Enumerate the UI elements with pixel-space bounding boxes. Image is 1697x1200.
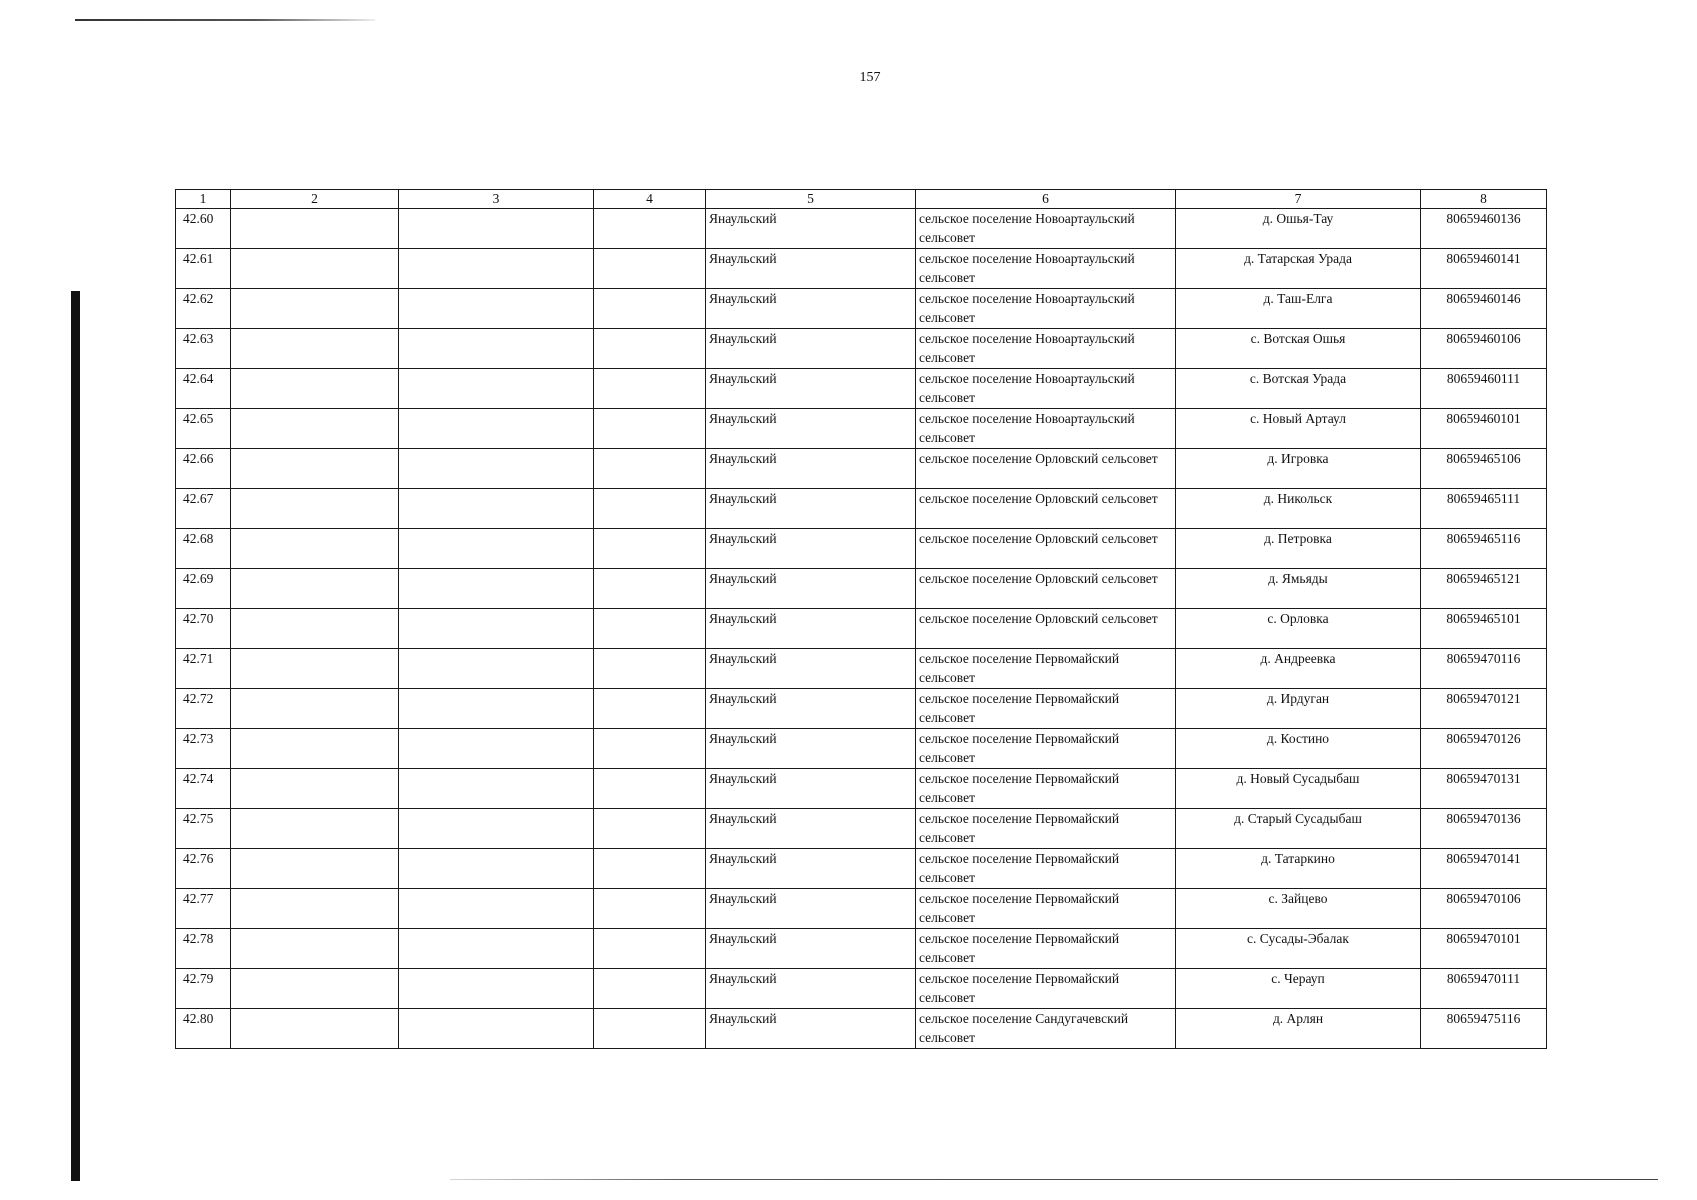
oktmo-code-cell: 80659470111 <box>1421 969 1547 1009</box>
row-number: 42.60 <box>176 209 231 249</box>
oktmo-code-cell: 80659460106 <box>1421 329 1547 369</box>
oktmo-code-cell: 80659470116 <box>1421 649 1547 689</box>
oktmo-code-cell: 80659470136 <box>1421 809 1547 849</box>
table-row <box>176 289 1547 329</box>
district-cell: Янаульский <box>706 529 916 569</box>
col-4-cell <box>594 849 706 889</box>
settlement-cell: д. Новый Сусадыбаш <box>1176 769 1421 809</box>
table-row <box>176 649 1547 689</box>
municipality-cell: сельское поселение Новоартаульский сельсовет <box>916 209 1176 249</box>
col-4-cell <box>594 769 706 809</box>
col-4-cell <box>594 449 706 489</box>
district-cell: Янаульский <box>706 609 916 649</box>
col-3-cell <box>399 969 594 1009</box>
col-3-cell <box>399 209 594 249</box>
col-2-cell <box>231 689 399 729</box>
municipality-cell: сельское поселение Первомайский сельсовет <box>916 809 1176 849</box>
col-3-cell <box>399 249 594 289</box>
settlements-table <box>175 189 1547 1049</box>
municipality-cell: сельское поселение Новоартаульский сельсовет <box>916 249 1176 289</box>
district-cell: Янаульский <box>706 649 916 689</box>
col-4-cell <box>594 289 706 329</box>
settlement-cell: д. Игровка <box>1176 449 1421 489</box>
col-2-cell <box>231 649 399 689</box>
col-4-cell <box>594 1009 706 1049</box>
column-header-6: 6 <box>916 190 1176 209</box>
district-cell: Янаульский <box>706 369 916 409</box>
col-3-cell <box>399 889 594 929</box>
table-row <box>176 209 1547 249</box>
district-cell: Янаульский <box>706 889 916 929</box>
column-header-1: 1 <box>176 190 231 209</box>
table-row <box>176 1009 1547 1049</box>
row-number: 42.77 <box>176 889 231 929</box>
district-cell: Янаульский <box>706 249 916 289</box>
municipality-cell: сельское поселение Первомайский сельсовет <box>916 849 1176 889</box>
col-3-cell <box>399 649 594 689</box>
col-2-cell <box>231 609 399 649</box>
col-4-cell <box>594 969 706 1009</box>
municipality-cell: сельское поселение Новоартаульский сельсовет <box>916 289 1176 329</box>
column-header-7: 7 <box>1176 190 1421 209</box>
col-3-cell <box>399 809 594 849</box>
col-4-cell <box>594 489 706 529</box>
col-4-cell <box>594 649 706 689</box>
row-number: 42.71 <box>176 649 231 689</box>
row-number: 42.61 <box>176 249 231 289</box>
row-number: 42.62 <box>176 289 231 329</box>
col-2-cell <box>231 889 399 929</box>
district-cell: Янаульский <box>706 409 916 449</box>
oktmo-code-cell: 80659470101 <box>1421 929 1547 969</box>
municipality-cell: сельское поселение Первомайский сельсовет <box>916 689 1176 729</box>
settlement-cell: д. Ирдуган <box>1176 689 1421 729</box>
col-4-cell <box>594 409 706 449</box>
row-number: 42.64 <box>176 369 231 409</box>
column-header-4: 4 <box>594 190 706 209</box>
settlement-cell: д. Арлян <box>1176 1009 1421 1049</box>
municipality-cell: сельское поселение Первомайский сельсовет <box>916 729 1176 769</box>
district-cell: Янаульский <box>706 1009 916 1049</box>
col-4-cell <box>594 249 706 289</box>
settlement-cell: д. Старый Сусадыбаш <box>1176 809 1421 849</box>
settlement-cell: д. Костино <box>1176 729 1421 769</box>
municipality-cell: сельское поселение Орловский сельсовет <box>916 529 1176 569</box>
row-number: 42.72 <box>176 689 231 729</box>
col-4-cell <box>594 209 706 249</box>
district-cell: Янаульский <box>706 329 916 369</box>
col-3-cell <box>399 369 594 409</box>
row-number: 42.65 <box>176 409 231 449</box>
col-3-cell <box>399 769 594 809</box>
district-cell: Янаульский <box>706 769 916 809</box>
settlement-cell: д. Петровка <box>1176 529 1421 569</box>
row-number: 42.68 <box>176 529 231 569</box>
settlement-cell: с. Вотская Ошья <box>1176 329 1421 369</box>
col-3-cell <box>399 849 594 889</box>
col-2-cell <box>231 969 399 1009</box>
col-4-cell <box>594 569 706 609</box>
table-row <box>176 769 1547 809</box>
row-number: 42.66 <box>176 449 231 489</box>
settlement-cell: с. Черауп <box>1176 969 1421 1009</box>
column-header-5: 5 <box>706 190 916 209</box>
oktmo-code-cell: 80659470106 <box>1421 889 1547 929</box>
col-2-cell <box>231 569 399 609</box>
col-3-cell <box>399 569 594 609</box>
col-3-cell <box>399 329 594 369</box>
district-cell: Янаульский <box>706 929 916 969</box>
district-cell: Янаульский <box>706 729 916 769</box>
col-4-cell <box>594 369 706 409</box>
settlement-cell: с. Орловка <box>1176 609 1421 649</box>
municipality-cell: сельское поселение Орловский сельсовет <box>916 489 1176 529</box>
col-2-cell <box>231 729 399 769</box>
col-3-cell <box>399 609 594 649</box>
district-cell: Янаульский <box>706 449 916 489</box>
settlement-cell: д. Таш-Елга <box>1176 289 1421 329</box>
municipality-cell: сельское поселение Новоартаульский сельсовет <box>916 369 1176 409</box>
table-body <box>176 209 1547 1049</box>
district-cell: Янаульский <box>706 489 916 529</box>
table-row <box>176 689 1547 729</box>
settlement-cell: с. Новый Артаул <box>1176 409 1421 449</box>
scan-edge-bar-left <box>71 291 80 1181</box>
col-2-cell <box>231 849 399 889</box>
table-row <box>176 489 1547 529</box>
page-number: 157 <box>859 70 881 85</box>
scan-edge-line-bottom <box>450 1179 1658 1180</box>
oktmo-code-cell: 80659465116 <box>1421 529 1547 569</box>
oktmo-code-cell: 80659465106 <box>1421 449 1547 489</box>
district-cell: Янаульский <box>706 209 916 249</box>
col-3-cell <box>399 689 594 729</box>
oktmo-code-cell: 80659465111 <box>1421 489 1547 529</box>
oktmo-code-cell: 80659475116 <box>1421 1009 1547 1049</box>
col-3-cell <box>399 409 594 449</box>
municipality-cell: сельское поселение Новоартаульский сельсовет <box>916 329 1176 369</box>
table-row <box>176 929 1547 969</box>
municipality-cell: сельское поселение Первомайский сельсовет <box>916 889 1176 929</box>
table-row <box>176 849 1547 889</box>
col-2-cell <box>231 249 399 289</box>
district-cell: Янаульский <box>706 849 916 889</box>
table-row <box>176 369 1547 409</box>
oktmo-code-cell: 80659470121 <box>1421 689 1547 729</box>
col-2-cell <box>231 1009 399 1049</box>
settlement-cell: д. Никольск <box>1176 489 1421 529</box>
oktmo-code-cell: 80659465101 <box>1421 609 1547 649</box>
table-row <box>176 529 1547 569</box>
col-3-cell <box>399 289 594 329</box>
municipality-cell: сельское поселение Орловский сельсовет <box>916 609 1176 649</box>
municipality-cell: сельское поселение Сандугачевский сельсовет <box>916 1009 1176 1049</box>
col-3-cell <box>399 529 594 569</box>
oktmo-code-cell: 80659460136 <box>1421 209 1547 249</box>
municipality-cell: сельское поселение Первомайский сельсовет <box>916 649 1176 689</box>
settlement-cell: с. Сусады-Эбалак <box>1176 929 1421 969</box>
oktmo-code-cell: 80659460101 <box>1421 409 1547 449</box>
district-cell: Янаульский <box>706 689 916 729</box>
row-number: 42.73 <box>176 729 231 769</box>
col-4-cell <box>594 529 706 569</box>
col-4-cell <box>594 329 706 369</box>
table-row <box>176 449 1547 489</box>
municipality-cell: сельское поселение Первомайский сельсовет <box>916 969 1176 1009</box>
row-number: 42.76 <box>176 849 231 889</box>
oktmo-code-cell: 80659460146 <box>1421 289 1547 329</box>
row-number: 42.63 <box>176 329 231 369</box>
col-3-cell <box>399 929 594 969</box>
row-number: 42.80 <box>176 1009 231 1049</box>
oktmo-code-cell: 80659460111 <box>1421 369 1547 409</box>
col-2-cell <box>231 209 399 249</box>
col-4-cell <box>594 929 706 969</box>
district-cell: Янаульский <box>706 569 916 609</box>
col-3-cell <box>399 1009 594 1049</box>
district-cell: Янаульский <box>706 289 916 329</box>
row-number: 42.78 <box>176 929 231 969</box>
row-number: 42.69 <box>176 569 231 609</box>
district-cell: Янаульский <box>706 809 916 849</box>
col-3-cell <box>399 489 594 529</box>
municipality-cell: сельское поселение Орловский сельсовет <box>916 569 1176 609</box>
settlement-cell: д. Татарская Урада <box>1176 249 1421 289</box>
row-number: 42.74 <box>176 769 231 809</box>
col-2-cell <box>231 769 399 809</box>
col-2-cell <box>231 449 399 489</box>
table-row <box>176 729 1547 769</box>
oktmo-code-cell: 80659470141 <box>1421 849 1547 889</box>
row-number: 42.75 <box>176 809 231 849</box>
district-cell: Янаульский <box>706 969 916 1009</box>
settlement-cell: д. Татаркино <box>1176 849 1421 889</box>
table-row <box>176 809 1547 849</box>
municipality-cell: сельское поселение Первомайский сельсовет <box>916 769 1176 809</box>
row-number: 42.70 <box>176 609 231 649</box>
municipality-cell: сельское поселение Новоартаульский сельсовет <box>916 409 1176 449</box>
col-3-cell <box>399 729 594 769</box>
table-row <box>176 609 1547 649</box>
scan-edge-line-top <box>75 19 375 21</box>
col-4-cell <box>594 889 706 929</box>
table-row <box>176 969 1547 1009</box>
oktmo-code-cell: 80659465121 <box>1421 569 1547 609</box>
col-2-cell <box>231 289 399 329</box>
col-2-cell <box>231 409 399 449</box>
table-row <box>176 329 1547 369</box>
municipality-cell: сельское поселение Первомайский сельсовет <box>916 929 1176 969</box>
settlement-cell: д. Андреевка <box>1176 649 1421 689</box>
col-2-cell <box>231 369 399 409</box>
table-row <box>176 569 1547 609</box>
row-number: 42.67 <box>176 489 231 529</box>
table-header-row <box>176 190 1547 209</box>
column-header-8: 8 <box>1421 190 1547 209</box>
settlement-cell: с. Вотская Урада <box>1176 369 1421 409</box>
oktmo-code-cell: 80659470131 <box>1421 769 1547 809</box>
oktmo-code-cell: 80659460141 <box>1421 249 1547 289</box>
col-2-cell <box>231 329 399 369</box>
municipality-cell: сельское поселение Орловский сельсовет <box>916 449 1176 489</box>
table-row <box>176 249 1547 289</box>
table-row <box>176 889 1547 929</box>
col-2-cell <box>231 809 399 849</box>
settlement-cell: д. Ямьяды <box>1176 569 1421 609</box>
col-2-cell <box>231 489 399 529</box>
settlement-cell: д. Ошья-Тау <box>1176 209 1421 249</box>
col-4-cell <box>594 609 706 649</box>
column-header-2: 2 <box>231 190 399 209</box>
row-number: 42.79 <box>176 969 231 1009</box>
col-2-cell <box>231 929 399 969</box>
col-2-cell <box>231 529 399 569</box>
oktmo-code-cell: 80659470126 <box>1421 729 1547 769</box>
col-4-cell <box>594 729 706 769</box>
col-4-cell <box>594 689 706 729</box>
table-row <box>176 409 1547 449</box>
settlement-cell: с. Зайцево <box>1176 889 1421 929</box>
col-4-cell <box>594 809 706 849</box>
column-header-3: 3 <box>399 190 594 209</box>
col-3-cell <box>399 449 594 489</box>
